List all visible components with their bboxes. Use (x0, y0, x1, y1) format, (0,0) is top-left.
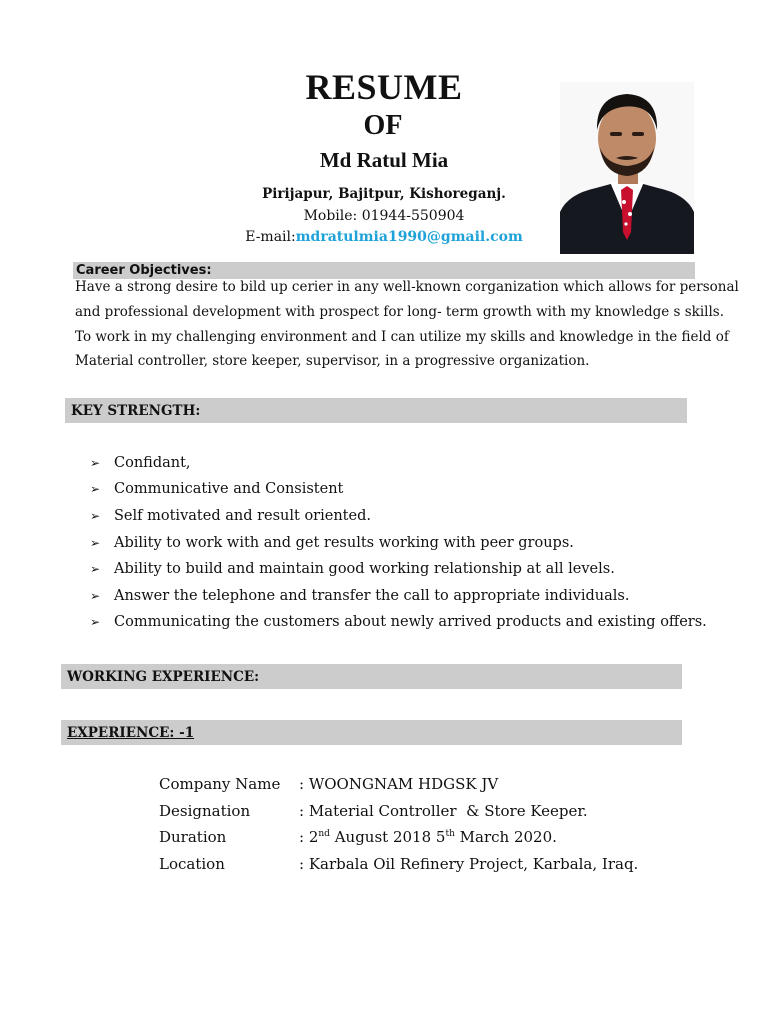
strength-item (90, 588, 629, 604)
career-objective-line: To work in my challenging environment and I can utilize my skills and knowledge in the field of (75, 329, 729, 345)
career-objective-line: Material controller, store keeper, supervisor, in a progressive organization. (75, 353, 590, 369)
designation-row (159, 802, 588, 820)
career-objective-line: and professional development with prospect for long- term growth with my knowledge s skills. (75, 304, 725, 320)
duration-suffix: th (445, 829, 455, 839)
strength-item (90, 481, 343, 497)
candidate-address: Pirijapur, Bajitpur, Kishoreganj. (262, 186, 506, 202)
duration-row (159, 828, 557, 846)
company-label: Company Name (159, 775, 281, 793)
key-strength-heading-bar (65, 398, 687, 423)
arrow-bullet-icon: ➢ (90, 482, 101, 496)
duration-part: : 2 (299, 828, 319, 846)
arrow-bullet-icon: ➢ (90, 509, 101, 523)
experience-1-heading: EXPERIENCE: -1 (67, 725, 195, 741)
arrow-bullet-icon: ➢ (90, 536, 101, 550)
working-experience-heading: WORKING EXPERIENCE: (67, 669, 260, 685)
company-value: : WOONGNAM HDGSK JV (299, 775, 499, 793)
arrow-bullet-icon: ➢ (90, 456, 101, 470)
strength-item (90, 535, 574, 551)
location-row (159, 855, 638, 873)
resume-of: OF (363, 110, 403, 141)
career-objectives-heading: Career Objectives: (76, 263, 212, 278)
strength-item (90, 455, 191, 471)
duration-value (299, 828, 557, 846)
experience-1-heading-bar (61, 720, 682, 745)
strength-text: Ability to work with and get results working with peer groups. (114, 535, 574, 551)
email-label: E-mail: (245, 229, 296, 245)
arrow-bullet-icon: ➢ (90, 589, 101, 603)
career-objectives-heading-bar (73, 262, 695, 279)
designation-value: : Material Controller & Store Keeper. (299, 802, 588, 820)
key-strength-heading: KEY STRENGTH: (71, 403, 201, 419)
strength-text: Confidant, (114, 455, 191, 471)
email-address[interactable]: mdratulmia1990@gmail.com (295, 229, 523, 245)
profile-photo (560, 82, 694, 254)
working-experience-heading-bar (61, 664, 682, 689)
duration-part: March 2020. (454, 828, 557, 846)
candidate-mobile: Mobile: 01944-550904 (303, 208, 465, 224)
duration-label: Duration (159, 828, 227, 846)
duration-part: August 2018 5 (329, 828, 446, 846)
career-objective-line: Have a strong desire to bild up cerier in any well-known corganization which allows for personal (75, 279, 739, 295)
arrow-bullet-icon: ➢ (90, 562, 101, 576)
strength-text: Self motivated and result oriented. (114, 508, 371, 524)
arrow-bullet-icon: ➢ (90, 615, 101, 629)
strength-item (90, 508, 371, 524)
strength-text: Communicating the customers about newly arrived products and existing offers. (114, 614, 707, 630)
strength-text: Communicative and Consistent (114, 481, 344, 497)
strength-text: Answer the telephone and transfer the call to appropriate individuals. (114, 588, 630, 604)
resume-title: RESUME (305, 67, 463, 107)
location-label: Location (159, 855, 225, 873)
duration-suffix: nd (318, 829, 330, 839)
designation-label: Designation (159, 802, 251, 820)
location-value: : Karbala Oil Refinery Project, Karbala, Iraq. (299, 855, 639, 873)
strength-item (90, 614, 707, 630)
strength-text: Ability to build and maintain good working relationship at all levels. (114, 561, 615, 577)
candidate-name: Md Ratul Mia (319, 148, 449, 172)
company-row (159, 775, 498, 793)
strength-item (90, 561, 615, 577)
